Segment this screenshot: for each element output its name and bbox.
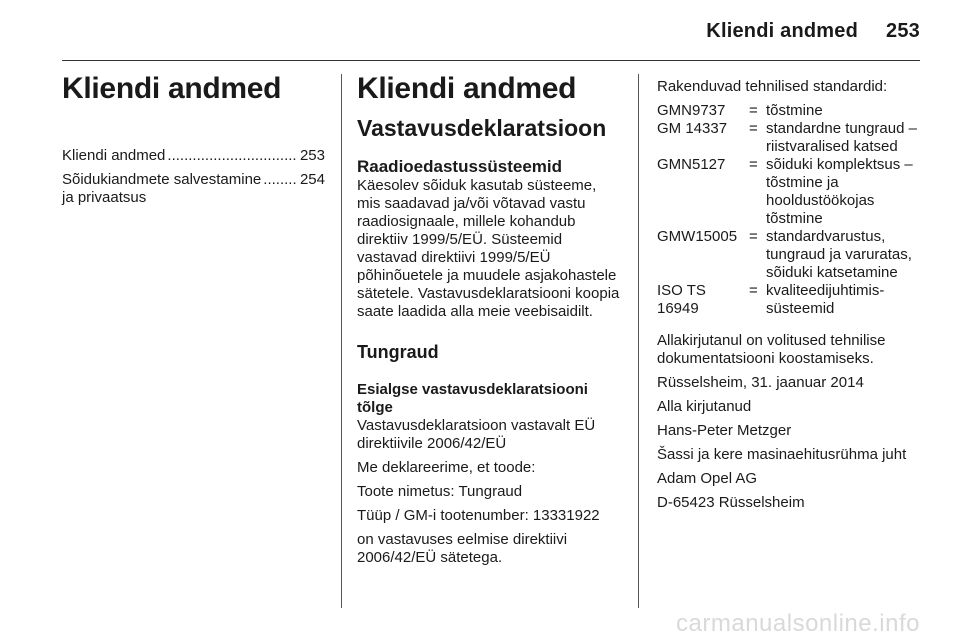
column-1 (62, 70, 325, 213)
paragraph: Vastavusdeklaratsioon vastavalt EÜ direktiivile 2006/42/EÜ (357, 417, 596, 452)
toc-entry-page[interactable]: 254 (299, 171, 325, 188)
toc-entry[interactable] (62, 171, 325, 207)
standards-intro: Rakenduvad tehnilised standardid: (657, 78, 888, 95)
table-row (657, 102, 925, 120)
header-rule (62, 60, 920, 61)
equals-sign: = (749, 156, 758, 173)
translation-heading: Esialgse vastavusdeklaratsiooni tõlge (357, 381, 588, 416)
paragraph: on vastavuses eelmise direktiivi 2006/42/EÜ sätetega. (357, 531, 568, 566)
table-row (657, 228, 925, 282)
paragraph: Rüsselsheim, 31. jaanuar 2014 (657, 374, 864, 391)
standard-description: standardvarustus, tungraud ja varuratas, sõiduki katsetamine (766, 228, 912, 281)
equals-sign: = (749, 120, 758, 137)
paragraph: Tüüp / GM-i tootenumber: 13331922 (357, 507, 600, 524)
running-header (706, 20, 920, 43)
standard-code: GM 14337 (657, 120, 728, 137)
radio-heading: Raadioedastussüsteemid (357, 157, 563, 176)
table-row (657, 120, 925, 156)
standard-code: GMN5127 (657, 156, 726, 173)
equals-sign: = (749, 102, 758, 119)
standard-description: sõiduki komplektsus – tõstmine ja hooldustöökojas tõstmine (766, 156, 913, 227)
column-divider-2 (638, 74, 639, 608)
paragraph: Adam Opel AG (657, 470, 758, 487)
table-row (657, 282, 925, 318)
equals-sign: = (749, 228, 758, 245)
section-title: Vastavusdeklaratsioon (357, 115, 607, 141)
chapter-title: Kliendi andmed (357, 72, 577, 105)
toc-leader-dots (263, 171, 298, 189)
radio-paragraph: Käesolev sõiduk kasutab süsteeme, mis saadavad ja/või võtavad vastu raadiosignaale, millele kohandub direktiiv 1999/5/EÜ. Süsteemid vastavad direktiivi 1999/5/EÜ põhinõuetele ja muudele asjakohastele sätetele. Vastavusdeklaratsiooni koopia saate laadida alla meie veebisaidilt. (357, 177, 620, 320)
toc-entry-page[interactable]: 253 (299, 147, 325, 164)
equals-sign: = (749, 282, 758, 299)
column-divider-1 (341, 74, 342, 608)
toc-leader-dots (167, 147, 298, 165)
page-number: 253 (886, 20, 920, 42)
standard-code: ISO TS 16949 (657, 282, 706, 317)
paragraph: Hans-Peter Metzger (657, 422, 792, 439)
paragraph: Me deklareerime, et toode: (357, 459, 536, 476)
column-2 (357, 70, 623, 573)
standard-code: GMW15005 (657, 228, 738, 245)
toc-entry-text[interactable]: Kliendi andmed (62, 147, 166, 164)
standard-description: kvaliteedijuhtimis-süsteemid (766, 282, 885, 317)
standard-description: tõstmine (766, 102, 823, 119)
paragraph: Šassi ja kere masinaehitusrühma juht (657, 446, 907, 463)
standards-table (657, 102, 925, 318)
paragraph: Alla kirjutanud (657, 398, 752, 415)
toc-entry-text[interactable]: Sõidukiandmete salvestamine ja privaatsus (62, 171, 262, 206)
standard-description: standardne tungraud – riistvaralised katsed (766, 120, 917, 155)
standard-code: GMN9737 (657, 102, 726, 119)
column-3 (657, 70, 925, 518)
chapter-title: Kliendi andmed (62, 72, 282, 105)
watermark: carmanualsonline.info (676, 610, 920, 637)
paragraph: Toote nimetus: Tungraud (357, 483, 523, 500)
paragraph: D-65423 Rüsselsheim (657, 494, 805, 511)
paragraph: Allakirjutanul on volitused tehnilise dokumentatsiooni koostamiseks. (657, 332, 886, 367)
toc-entry[interactable] (62, 147, 325, 165)
table-of-contents (62, 147, 325, 207)
tungraud-heading: Tungraud (357, 342, 439, 362)
header-title: Kliendi andmed (706, 20, 859, 42)
table-row (657, 156, 925, 228)
